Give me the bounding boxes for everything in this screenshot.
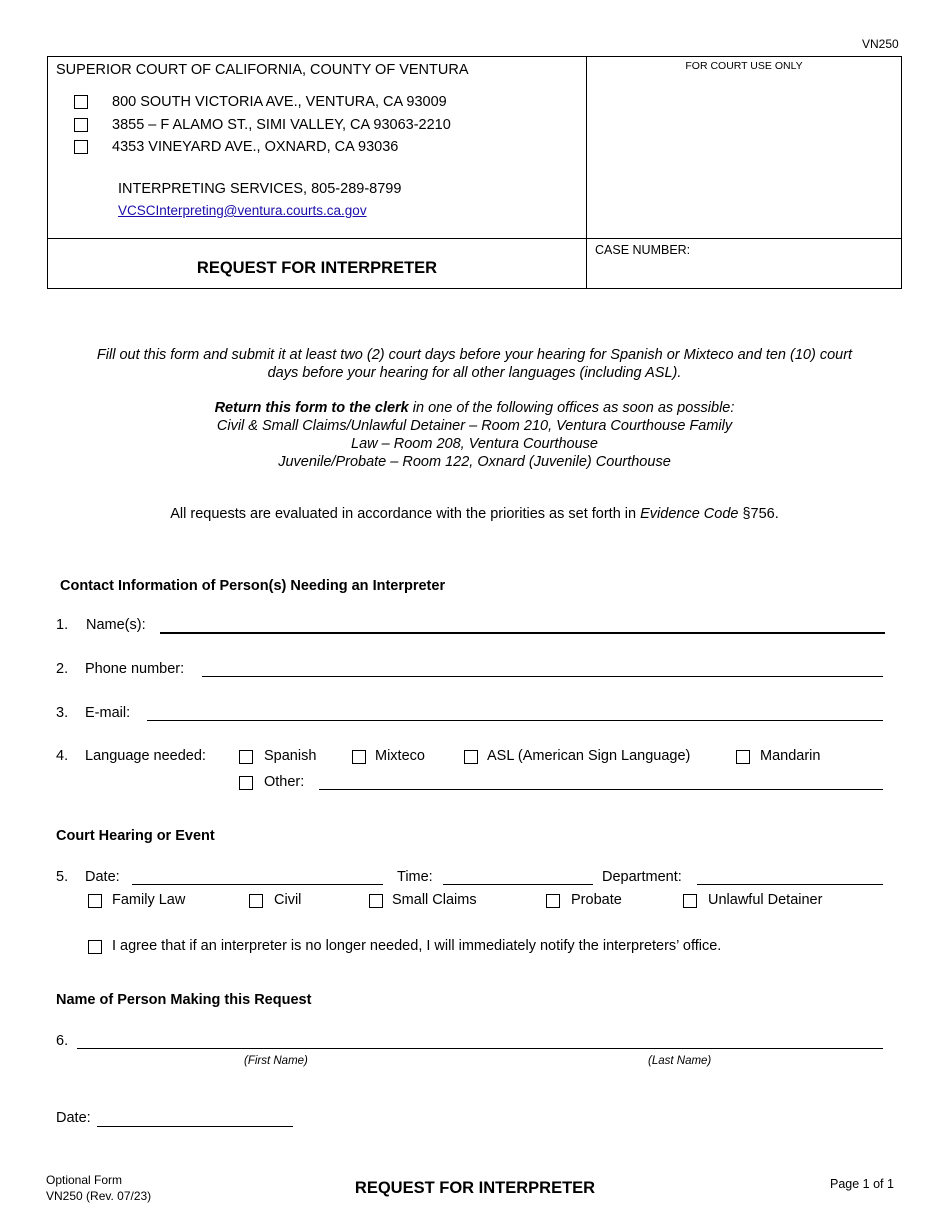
email-label: E-mail: bbox=[85, 705, 131, 721]
priority-statement bbox=[47, 506, 902, 522]
spanish-label: Spanish bbox=[264, 748, 317, 764]
item-2-number: 2. bbox=[56, 661, 69, 677]
contact-heading: Contact Information of Person(s) Needing an Interpreter bbox=[60, 578, 446, 594]
civil-label: Civil bbox=[274, 892, 302, 908]
names-label: Name(s): bbox=[86, 617, 146, 633]
item-1-number: 1. bbox=[56, 617, 69, 633]
item-5-number: 5. bbox=[56, 869, 69, 885]
civil-checkbox[interactable] bbox=[249, 894, 263, 908]
small-claims-checkbox[interactable] bbox=[369, 894, 383, 908]
last-name-caption: (Last Name) bbox=[648, 1055, 712, 1067]
address-1-label: 800 SOUTH VICTORIA AVE., VENTURA, CA 93009 bbox=[112, 94, 447, 110]
department-label: Department: bbox=[602, 869, 682, 885]
spanish-checkbox[interactable] bbox=[239, 750, 253, 764]
family-law-label: Family Law bbox=[112, 892, 186, 908]
revision-label: VN250 (Rev. 07/23) bbox=[46, 1189, 152, 1203]
footer-left bbox=[46, 1172, 151, 1204]
mandarin-checkbox[interactable] bbox=[736, 750, 750, 764]
header-vertical-divider bbox=[586, 57, 587, 288]
return-instructions bbox=[47, 399, 902, 471]
instructions-line-1: Fill out this form and submit it at least two (2) court days before your hearing for Spanish or Mixteco and ten (10) court bbox=[96, 347, 853, 363]
language-label: Language needed: bbox=[85, 748, 206, 764]
hearing-date-label: Date: bbox=[85, 869, 120, 885]
other-language-input[interactable] bbox=[319, 789, 883, 790]
header-box bbox=[47, 56, 902, 289]
request-date-label: Date: bbox=[56, 1110, 91, 1126]
item-3-number: 3. bbox=[56, 705, 69, 721]
instructions-line-2: days before your hearing for all other languages (including ASL). bbox=[267, 365, 682, 381]
office-3: Juvenile/Probate – Room 122, Oxnard (Juvenile) Courthouse bbox=[278, 454, 671, 470]
asl-label: ASL (American Sign Language) bbox=[487, 748, 691, 764]
probate-label: Probate bbox=[571, 892, 622, 908]
court-name: SUPERIOR COURT OF CALIFORNIA, COUNTY OF VENTURA bbox=[56, 62, 469, 78]
interpreting-services: INTERPRETING SERVICES, 805-289-8799 bbox=[118, 181, 402, 197]
return-rest: in one of the following offices as soon as possible: bbox=[408, 400, 735, 416]
asl-checkbox[interactable] bbox=[464, 750, 478, 764]
unlawful-detainer-label: Unlawful Detainer bbox=[708, 892, 823, 908]
optional-form-label: Optional Form bbox=[46, 1173, 123, 1187]
address-2-label: 3855 – F ALAMO ST., SIMI VALLEY, CA 93063-2210 bbox=[112, 117, 451, 133]
address-3-checkbox[interactable] bbox=[74, 140, 88, 154]
department-input[interactable] bbox=[697, 884, 883, 885]
address-1-checkbox[interactable] bbox=[74, 95, 88, 109]
priority-pre: All requests are evaluated in accordance with the priorities as set forth in bbox=[170, 506, 641, 522]
footer-title: REQUEST FOR INTERPRETER bbox=[354, 1179, 596, 1197]
instructions bbox=[47, 346, 902, 382]
item-6-number: 6. bbox=[56, 1033, 69, 1049]
return-line bbox=[47, 399, 902, 417]
form-title: REQUEST FOR INTERPRETER bbox=[196, 259, 438, 277]
small-claims-label: Small Claims bbox=[392, 892, 477, 908]
hearing-time-label: Time: bbox=[397, 869, 433, 885]
requester-name-input[interactable] bbox=[77, 1048, 883, 1049]
court-use-label: FOR COURT USE ONLY bbox=[685, 60, 803, 72]
priority-post: §756. bbox=[738, 506, 779, 522]
page-number: Page 1 of 1 bbox=[830, 1177, 894, 1191]
mandarin-label: Mandarin bbox=[760, 748, 821, 764]
case-number-label: CASE NUMBER: bbox=[595, 243, 691, 257]
other-language-checkbox[interactable] bbox=[239, 776, 253, 790]
item-4-number: 4. bbox=[56, 748, 69, 764]
unlawful-detainer-checkbox[interactable] bbox=[683, 894, 697, 908]
mixteco-checkbox[interactable] bbox=[352, 750, 366, 764]
form-id: VN250 bbox=[862, 37, 899, 51]
first-name-caption: (First Name) bbox=[244, 1055, 308, 1067]
return-bold: Return this form to the clerk bbox=[214, 400, 409, 416]
email-link[interactable]: VCSCInterpreting@ventura.courts.ca.gov bbox=[118, 203, 367, 218]
evidence-code: Evidence Code bbox=[640, 506, 739, 522]
hearing-time-input[interactable] bbox=[443, 884, 593, 885]
phone-input[interactable] bbox=[202, 676, 883, 677]
mixteco-label: Mixteco bbox=[375, 748, 425, 764]
hearing-date-input[interactable] bbox=[132, 884, 383, 885]
agreement-checkbox[interactable] bbox=[88, 940, 102, 954]
probate-checkbox[interactable] bbox=[546, 894, 560, 908]
header-horizontal-divider bbox=[48, 238, 901, 239]
email-input[interactable] bbox=[147, 720, 883, 721]
agreement-label: I agree that if an interpreter is no longer needed, I will immediately notify the interpreters’ office. bbox=[112, 938, 722, 954]
request-date-input[interactable] bbox=[97, 1126, 293, 1127]
phone-label: Phone number: bbox=[85, 661, 185, 677]
address-3-label: 4353 VINEYARD AVE., OXNARD, CA 93036 bbox=[112, 139, 399, 155]
family-law-checkbox[interactable] bbox=[88, 894, 102, 908]
address-2-checkbox[interactable] bbox=[74, 118, 88, 132]
other-language-label: Other: bbox=[264, 774, 305, 790]
requester-heading: Name of Person Making this Request bbox=[56, 992, 312, 1008]
names-input[interactable] bbox=[160, 632, 885, 634]
office-2: Law – Room 208, Ventura Courthouse bbox=[351, 436, 598, 452]
office-1: Civil & Small Claims/Unlawful Detainer – Room 210, Ventura Courthouse Family bbox=[216, 418, 733, 434]
hearing-heading: Court Hearing or Event bbox=[56, 828, 215, 844]
